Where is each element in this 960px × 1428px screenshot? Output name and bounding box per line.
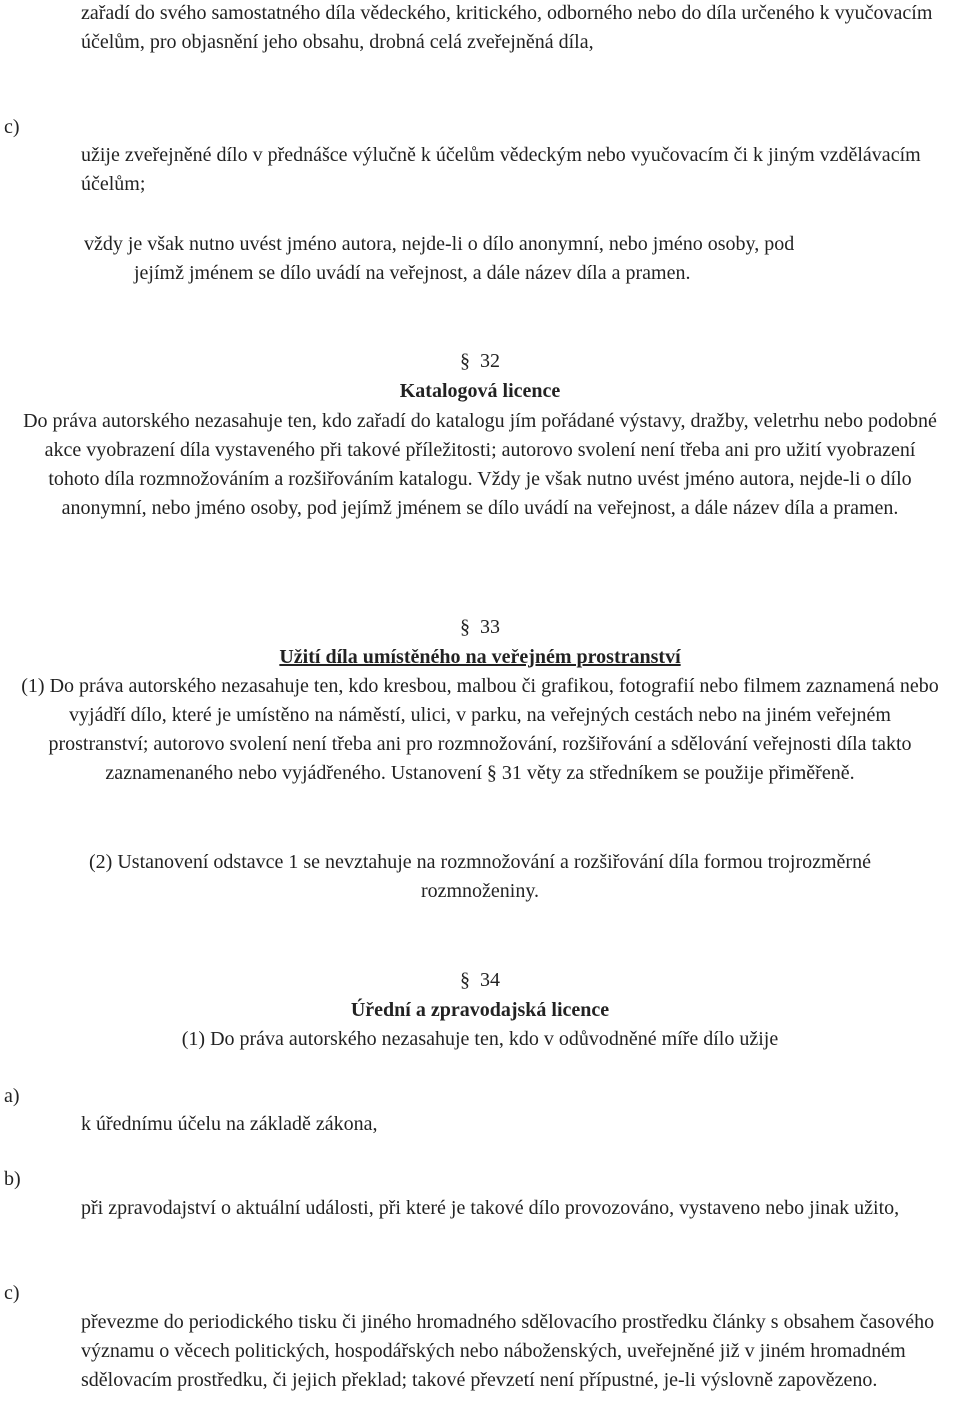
section-34-intro: (1) Do práva autorského nezasahuje ten, kdo v odůvodněné míře dílo užije <box>181 1028 779 1050</box>
list-item-text: při zpravodajství o aktuální události, při které je takové dílo provozováno, vystaveno nebo jinak užito, <box>81 1197 900 1219</box>
section-34-number: 34 <box>480 969 500 991</box>
closing-clause-line1: vždy je však nutno uvést jméno autora, nejde-li o dílo anonymní, nebo jméno osoby, pod <box>84 233 795 255</box>
section-32-heading <box>0 347 960 376</box>
section-symbol: § <box>460 969 470 991</box>
section-symbol: § <box>460 350 470 372</box>
section-33-para2: (2) Ustanovení odstavce 1 se nevztahuje na rozmnožování a rozšiřování díla formou trojrozměrné rozmnoženiny. <box>89 851 871 902</box>
closing-clause-line2: jejímž jménem se dílo uvádí na veřejnost, a dále název díla a pramen. <box>134 262 691 284</box>
list-item-letter: b) <box>4 1168 21 1190</box>
list-item-letter: c) <box>4 1282 20 1304</box>
section-33-title: Užití díla umístěného na veřejném prostranství <box>279 646 681 668</box>
list-item-b-tail: zařadí do svého samostatného díla vědeckého, kritického, odborného nebo do díla určeného k vyučovacím účelům, pro objasnění jeho obsahu, drobná celá zveřejněná díla, <box>81 2 933 53</box>
section-33-heading <box>0 613 960 642</box>
list-item-c-text: užije zveřejněné dílo v přednášce výlučně k účelům vědeckým nebo vyučovacím či k jiným vzdělávacím účelům; <box>81 144 921 195</box>
section-33-para1: (1) Do práva autorského nezasahuje ten, kdo kresbou, malbou či grafikou, fotografií nebo filmem zaznamená nebo vyjádří dílo, které je umístěno na náměstí, ulici, v parku, na veřejných cestách nebo na jiném veřejném prostranství; autorovo svolení není třeba ani pro rozmnožování, rozšiřování a sdělování veřejnosti díla takto zaznamenaného nebo vyjádřeného. Ustanovení § 31 věty za středníkem se použije přiměřeně. <box>21 675 939 784</box>
section-32-number: 32 <box>480 350 500 372</box>
section-34-heading <box>0 966 960 995</box>
section-symbol: § <box>460 616 470 638</box>
section-34-title: Úřední a zpravodajská licence <box>350 999 610 1021</box>
list-item-text: převezme do periodického tisku či jiného hromadného sdělovacího prostředku články s obsahem časového významu o věcech politických, hospodářských nebo náboženských, uveřejněné již v jiném hromadném sdělovacím prostředku, či jejich překlad; takové převzetí není přípustné, je-li výslovně zapovězeno. <box>81 1311 935 1391</box>
section-32-title: Katalogová licence <box>399 380 561 402</box>
list-item-c-letter: c) <box>4 116 20 138</box>
list-item-letter: a) <box>4 1085 20 1107</box>
section-33-number: 33 <box>480 616 500 638</box>
list-item-text: k úřednímu účelu na základě zákona, <box>81 1113 378 1135</box>
section-32-body: Do práva autorského nezasahuje ten, kdo zařadí do katalogu jím pořádané výstavy, dražby, veletrhu nebo podobné akce vyobrazení díla vystaveného při takové příležitosti; autorovo svolení není třeba ani pro užití vyobrazení tohoto díla rozmnožováním a rozšiřováním katalogu. Vždy je však nutno uvést jméno autora, nejde-li o dílo anonymní, nebo jméno osoby, pod jejímž jménem se dílo uvádí na veřejnost, a dále název díla a pramen. <box>23 410 937 519</box>
